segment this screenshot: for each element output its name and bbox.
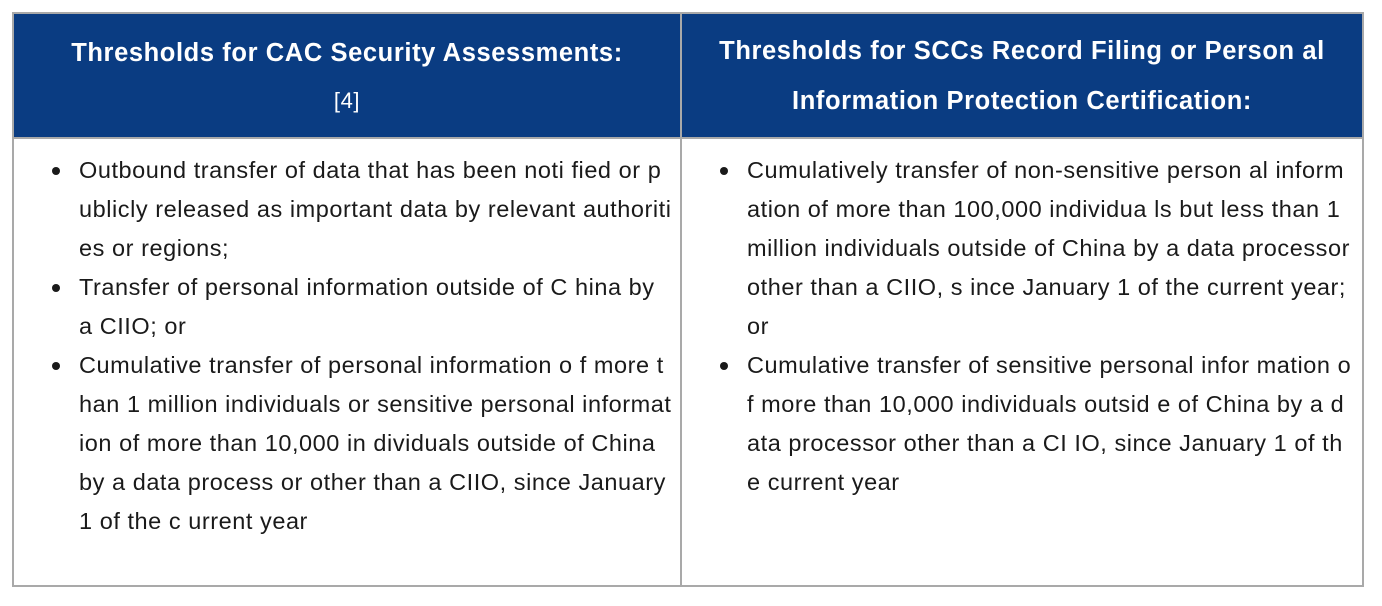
- footnote-link[interactable]: [4]: [333, 87, 361, 113]
- cac-thresholds-list: [50, 151, 672, 541]
- header-sccs-record-filing: [682, 14, 1362, 137]
- list-item: Cumulatively transfer of non-sensitive person al information of more than 100,000 individua ls but less than 1 million individuals outside of China by a data processor other than a CIIO, s ince January 1 of the current year; or: [718, 151, 1354, 346]
- list-item: Cumulative transfer of sensitive personal infor mation of more than 10,000 individuals outsid e of China by a data processor other than a CI IO, since January 1 of the current year: [718, 346, 1354, 502]
- header-cac-security-assessments: [14, 14, 682, 137]
- sccs-thresholds-list: [718, 151, 1354, 502]
- cac-thresholds-cell: [14, 137, 682, 585]
- header-left-title: Thresholds for CAC Security Assessments:: [71, 38, 623, 67]
- list-item: Outbound transfer of data that has been noti fied or publicly released as important data by relevant authorities or regions;: [50, 151, 672, 268]
- header-right-title: Thresholds for SCCs Record Filing or Person al Information Protection Certification:: [719, 36, 1325, 115]
- list-item: Cumulative transfer of personal information o f more than 1 million individuals or sensitive personal information of more than 10,000 in dividuals outside of China by a data process or other than a CIIO, since January 1 of the c urrent year: [50, 346, 672, 541]
- thresholds-table: [12, 12, 1364, 587]
- list-item: Transfer of personal information outside of C hina by a CIIO; or: [50, 268, 672, 346]
- sccs-thresholds-cell: [682, 137, 1362, 585]
